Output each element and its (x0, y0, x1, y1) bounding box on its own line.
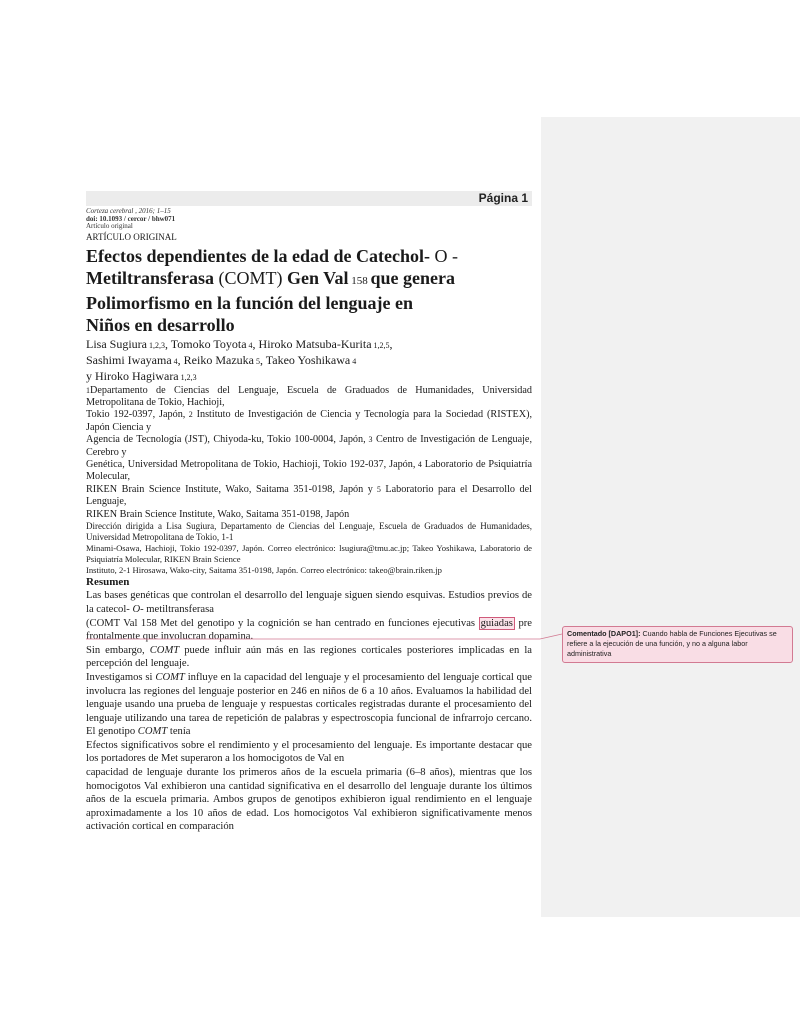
comment-text: Cuando habla de Funciones Ejecutivas se refiere a la ejecución de una función, y no a alguna labor administrativa (567, 629, 777, 658)
correspondence: Dirección dirigida a Lisa Sugiura, Departamento de Ciencias del Lenguaje, Escuela de Graduados de Humanidades, Universidad Metropolitana de Tokio, 1-1 Minami-Osawa, Hachioji, Tokio 192-0397, Japón. Correo electrónico: lsugiura@tmu.ac.jp; Takeo Yoshikawa, Laboratorio de Psiquiatría Molecular, RIKEN Brain Science Instituto, 2-1 Hirosawa, Wako-city, Saitama 351-0198, Japón. Correo electrónico: takeo@brain.riken.jp (86, 520, 532, 575)
comment-label: Comentado [DAPO1]: (567, 629, 641, 638)
authors-list: Lisa Sugiura 1,2,3, Tomoko Toyota 4, Hiroko Matsuba-Kurita 1,2,5, Sashimi Iwayama 4, Reiko Mazuka 5, Takeo Yoshikawa 4 y Hiroko Hagiwara 1,2,3 (86, 336, 393, 383)
page-number-label: Página 1 (478, 191, 528, 205)
doi-line: doi: 10.1093 / cercor / bhw071 (86, 214, 176, 223)
affiliations: 1Departamento de Ciencias del Lenguaje, Escuela de Graduados de Humanidades, Universidad Metropolitana de Tokio, Hachioji, Tokio 192-0397, Japón, 2 Instituto de Investigación de Ciencia y Tecnología para la Sociedad (RISTEX), Japón Ciencia y Agencia de Tecnología (JST), Chiyoda-ku, Tokio 100-0004, Japón, 3 Centro de Investigación de Lenguaje, Cerebro y Genética, Universidad Metropolitana de Tokio, Hachioji, Tokio 192-037, Japón, 4 Laboratorio de Psiquiatría Molecular, RIKEN Brain Science Institute, Wako, Saitama 351-0198, Japón y 5 Laboratorio para el Desarrollo del Lenguaje, RIKEN Brain Science Institute, Wako, Saitama 351-0198, Japón (86, 384, 533, 520)
abstract-heading: Resumen (86, 576, 130, 589)
commented-word-highlight[interactable]: guiadas (480, 617, 513, 629)
article-type: ARTÍCULO ORIGINAL (86, 231, 177, 242)
article-title: Efectos dependientes de la edad de Catechol- O - Metiltransferasa (COMT) Gen Val 158 que genera Polimorfismo en la función del lenguaje en Niños en desarrollo (86, 245, 458, 335)
abstract-text: Las bases genéticas que controlan el desarrollo del lenguaje siguen siendo esquivas. Estudios previos de la catecol- O- metiltransferasa (COMT Val 158 Met del genotipo y la cognición se han centrado en funciones ejecutivas guiadas pre frontalmente que involucran dopamina. Sin embargo, COMT puede influir aún más en las regiones corticales posteriores implicadas en la percepción del lenguaje. Investigamos si COMT influye en la capacidad del lenguaje y el procesamiento del lenguaje cortical que involucra las regiones del lenguaje posterior en 246 en niños de 6 a 10 años. Evaluamos la habilidad del lenguaje usando una prueba de lenguaje y respuestas corticales registradas durante el procesamiento del lenguaje utilizando una tarea de repetición de palabras y espectroscopia funcional de infrarrojo cercano. El genotipo COMT tenía Efectos significativos sobre el rendimiento y el procesamiento del lenguaje. Es importante destacar que los portadores de Met superaron a los homocigotos de Val en capacidad de lenguaje durante los primeros años de la escuela primaria (6–8 años), mientras que los homocigotos Val exhibieron una cantidad significativa en el desarrollo del lenguaje durante los últimos años de la escuela primaria. Ambos grupos de genotipos exhibieron igual rendimiento en el lenguaje aproximadamente a los 10 años de edad. Los homocigotos Val exhibieron significativamente menos activación cortical en comparación (86, 590, 532, 833)
article-note: Artículo original (86, 222, 133, 230)
journal-citation: Corteza cerebral , 2016; 1–15 (86, 207, 171, 215)
comment-balloon[interactable] (562, 626, 793, 663)
